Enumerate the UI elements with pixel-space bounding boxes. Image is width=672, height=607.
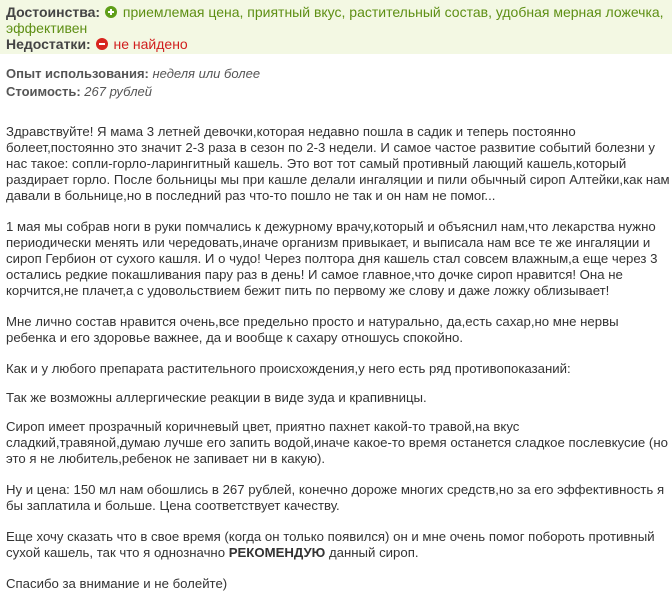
experience-row [6, 66, 260, 84]
cost-value: 267 рублей [84, 84, 152, 99]
review-closing: Спасибо за внимание и не болейте) [6, 576, 228, 591]
review-paragraph [6, 314, 672, 346]
review-line: остались редкие покашливания пару раз в день! И самое главное,что дочке сироп нравится! Она не [6, 267, 623, 282]
review-line: нас такое: сопли-горло-ларингитный кашель. Это вот тот самый противный лающий кашель,который [6, 156, 627, 171]
review-line: Так же возможны аллергические реакции в виде зуда и крапивницы. [6, 390, 427, 405]
review-line: Сироп имеет прозрачный коричневый цвет, приятно пахнет какой-то травой,на вкус [6, 419, 520, 434]
review-line: давали в больнице,но в последний раз что-то пошло не так и он нам не помог... [6, 188, 496, 203]
pros-text-continued: эффективен [6, 20, 88, 36]
review-paragraph [6, 361, 672, 377]
review-line: сухой кашель, так что я однозначно [6, 545, 229, 560]
pros-label: Достоинства: [6, 4, 101, 20]
review-paragraph [6, 219, 672, 299]
review-body [6, 124, 672, 607]
review-line: бы заплатила и больше. Цена соответствует качеству. [6, 498, 340, 513]
review-line: корчится,не плачет,а с удовольствием бежит пить по первому же слову и даже ложку облизывает! [6, 283, 610, 298]
review-line: Ну и цена: 150 мл нам обошлись в 267 рублей, конечно дороже многих средств,но за его эффективность я [6, 482, 665, 497]
review-line: ребенка и его здоровье важнее, да и вообще к сахару отношусь спокойно. [6, 330, 464, 345]
review-line: Еще хочу сказать что в свое время (когда он только появился) он и мне очень помог побороть противный [6, 529, 655, 544]
review-paragraph [6, 419, 672, 467]
review-meta [6, 66, 260, 102]
review-paragraph [6, 576, 672, 592]
experience-label: Опыт использования: [6, 66, 149, 81]
review-line: сладкий,травяной,думаю лучше его запить водой,иначе какое-то время останется сладкое послевкусие (но [6, 435, 668, 450]
review-line: это я не любитель,ребенок не запивает ни в какую). [6, 451, 326, 466]
cost-row [6, 84, 260, 102]
review-line: периодически менять или чередовать,иначе организм привыкает, и выписала нам все те же ингаляции и [6, 235, 651, 250]
pros-row-continued [6, 20, 666, 36]
review-line: Мне лично состав нравится очень,все предельно просто и натурально, да,есть сахар,но мне нервы [6, 314, 619, 329]
review-paragraph [6, 390, 672, 406]
review-paragraph [6, 482, 672, 514]
review-line: сироп Гербион от сухого кашля. И о чудо! Через полтора дня кашель стал совсем влажным,а еще через 3 [6, 251, 658, 266]
recommend-emphasis: РЕКОМЕНДУЮ [228, 545, 326, 560]
review-line: Здравствуйте! Я мама 3 летней девочки,которая недавно пошла в садик и теперь постоянно [6, 124, 576, 139]
pros-row [6, 4, 666, 20]
review-line: болеет,постоянно это значит 2-3 раза в сезон по 2-3 недели. И самое частое развитие событий болезни у [6, 140, 656, 155]
review-line: данный сироп. [325, 545, 419, 560]
review-line: 1 мая мы собрав ноги в руки помчались к дежурному врачу,который и объяснил нам,что лекарства нужно [6, 219, 656, 234]
pros-cons-box [0, 0, 672, 54]
review-line: раздирает горло. После больницы мы при кашле делали ингаляции и пили обычный сироп Алтейки,как нам [6, 172, 670, 187]
cons-text: не найдено [113, 36, 188, 52]
review-paragraph [6, 124, 672, 204]
plus-icon [105, 6, 117, 18]
cons-row [6, 36, 666, 52]
minus-icon [96, 38, 108, 50]
review-line: Как и у любого препарата растительного происхождения,у него есть ряд противопоказаний: [6, 361, 571, 376]
review-paragraph [6, 529, 672, 561]
cons-label: Недостатки: [6, 36, 91, 52]
pros-text: приемлемая цена, приятный вкус, растительный состав, удобная мерная ложечка, [122, 4, 664, 20]
cost-label: Стоимость: [6, 84, 81, 99]
experience-value: неделя или более [152, 66, 261, 81]
